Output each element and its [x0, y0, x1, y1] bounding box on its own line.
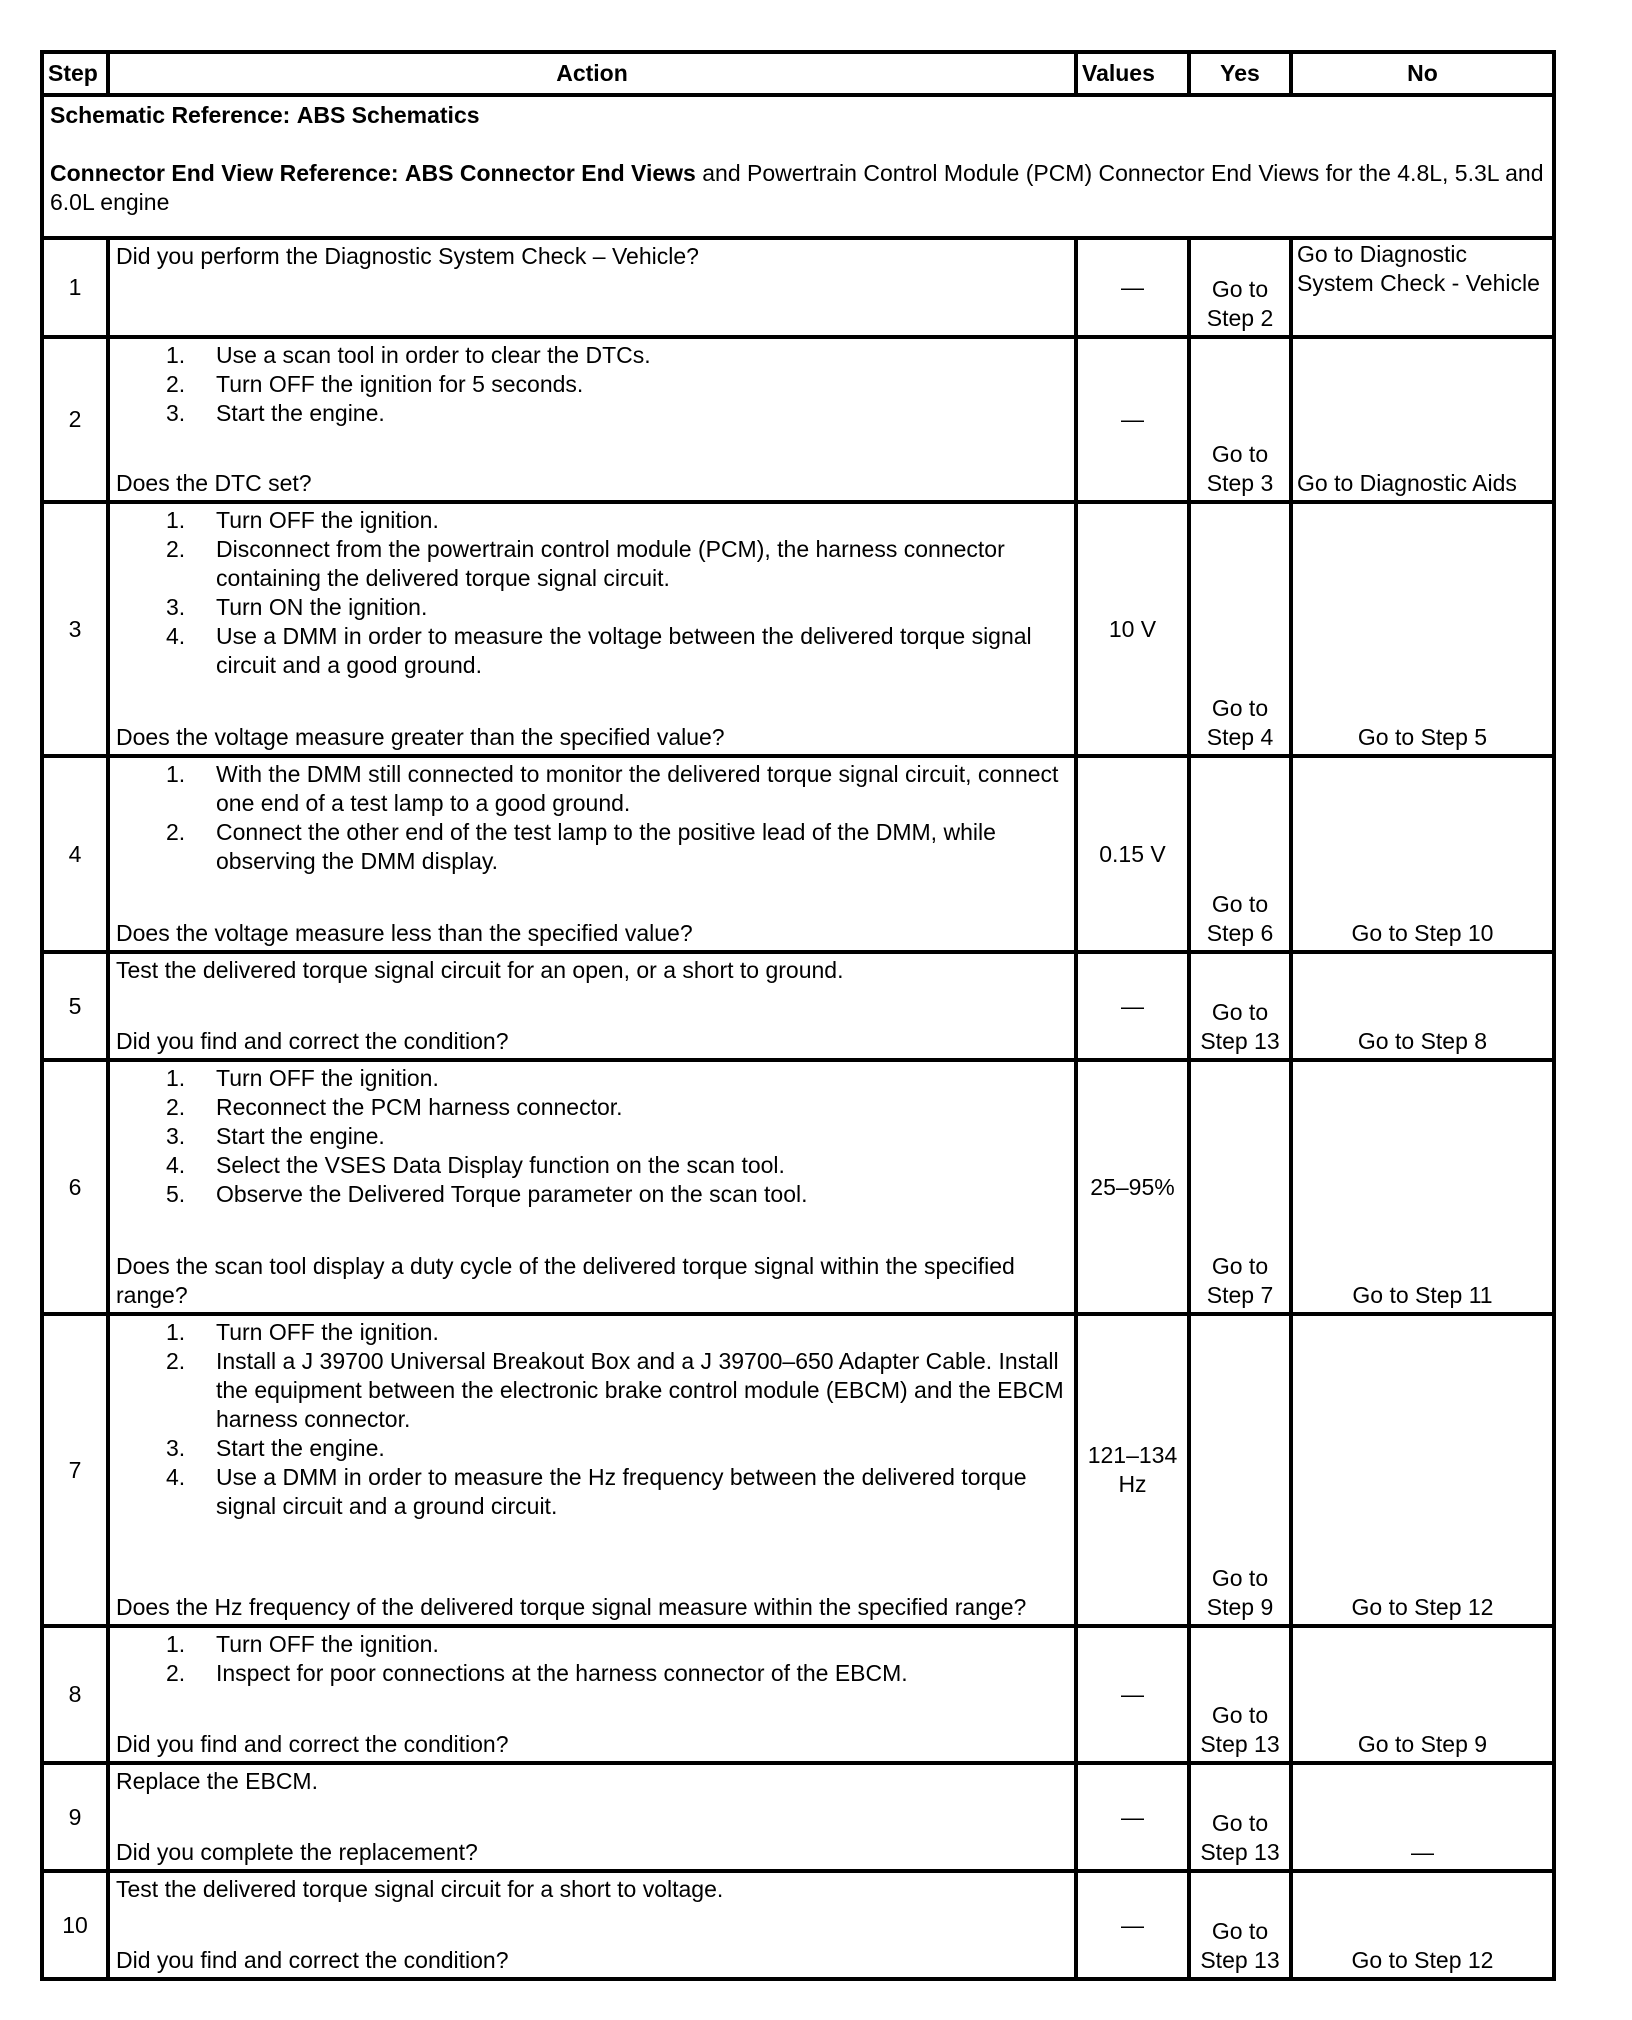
no-link[interactable]: Go to Step 8: [1357, 1028, 1488, 1054]
action-question: Does the DTC set?: [116, 470, 312, 496]
schematic-reference-link[interactable]: ABS Schematics: [296, 102, 480, 128]
action-step-item: [116, 1434, 1070, 1463]
action-cell: [108, 1871, 1076, 1979]
values-cell: —: [1076, 238, 1189, 337]
yes-cell[interactable]: [1189, 1314, 1291, 1626]
action-steps-list: [116, 1630, 1070, 1688]
no-link[interactable]: Go to Step 11: [1352, 1282, 1493, 1308]
action-step-text: Start the engine.: [216, 1123, 385, 1149]
yes-link[interactable]: Go to Step 2: [1206, 276, 1274, 331]
action-step-item: [116, 1318, 1070, 1347]
action-step-text: Use a DMM in order to measure the voltage between the delivered torque signal circuit and a good ground.: [216, 623, 1032, 678]
action-step-text: Turn OFF the ignition.: [216, 1631, 439, 1657]
action-step-number: 2.: [166, 536, 186, 562]
no-link[interactable]: Go to Step 12: [1351, 1594, 1494, 1620]
values-cell: —: [1076, 337, 1189, 502]
no-cell[interactable]: [1291, 952, 1554, 1060]
connector-reference: [50, 159, 1546, 217]
step-number: 8: [42, 1626, 108, 1763]
action-step-number: 4.: [166, 1152, 186, 1178]
table-row: [42, 952, 1554, 1060]
action-question: Did you find and correct the condition?: [116, 1947, 509, 1973]
action-step-item: [116, 622, 1070, 680]
step-number: 3: [42, 502, 108, 756]
action-step-number: 1.: [166, 1065, 186, 1091]
yes-cell[interactable]: [1189, 502, 1291, 756]
action-cell: [108, 238, 1076, 337]
action-step-text: Turn OFF the ignition for 5 seconds.: [216, 371, 584, 397]
no-link[interactable]: Go to Diagnostic System Check - Vehicle: [1297, 241, 1540, 296]
yes-link[interactable]: Go to Step 6: [1206, 891, 1274, 946]
action-step-text: Connect the other end of the test lamp to the positive lead of the DMM, while observing the DMM display.: [216, 819, 996, 874]
action-cell: [108, 502, 1076, 756]
no-cell[interactable]: [1291, 1060, 1554, 1314]
action-steps-list: [116, 760, 1070, 876]
yes-link[interactable]: Go to Step 3: [1206, 441, 1274, 496]
connector-reference-and: and: [702, 160, 741, 186]
yes-cell[interactable]: [1189, 1763, 1291, 1871]
values-cell: —: [1076, 1871, 1189, 1979]
values-cell: —: [1076, 1626, 1189, 1763]
schematic-reference-label: Schematic Reference:: [50, 102, 291, 128]
action-step-number: 2.: [166, 1660, 186, 1686]
action-step-text: Install a J 39700 Universal Breakout Box and a J 39700–650 Adapter Cable. Install the equipment between the electronic brake control module (EBCM) and the EBCM harness connector.: [216, 1348, 1064, 1432]
action-step-text: Turn OFF the ignition.: [216, 1065, 439, 1091]
no-cell[interactable]: [1291, 1871, 1554, 1979]
action-step-text: Reconnect the PCM harness connector.: [216, 1094, 623, 1120]
table-row: [42, 337, 1554, 502]
action-step-item: [116, 535, 1070, 593]
no-link[interactable]: —: [1411, 1839, 1434, 1865]
action-cell: [108, 1060, 1076, 1314]
action-steps-list: [116, 341, 1070, 428]
yes-cell[interactable]: [1189, 1060, 1291, 1314]
table-row: [42, 502, 1554, 756]
header-yes: Yes: [1189, 52, 1291, 95]
action-cell: [108, 1763, 1076, 1871]
action-step-item: [116, 818, 1070, 876]
action-question: Does the voltage measure less than the specified value?: [116, 920, 693, 946]
step-number: 2: [42, 337, 108, 502]
no-cell[interactable]: [1291, 238, 1554, 337]
action-step-item: [116, 1463, 1070, 1521]
connector-reference-link-pcm[interactable]: Powertrain Control Module (PCM) Connector End Views for the 4.8L, 5.3L and 6.0L engine: [50, 160, 1544, 215]
action-step-item: [116, 1151, 1070, 1180]
connector-reference-label: Connector End View Reference:: [50, 160, 399, 186]
action-step-number: 3.: [166, 400, 186, 426]
step-number: 7: [42, 1314, 108, 1626]
action-step-item: [116, 1093, 1070, 1122]
action-step-item: [116, 506, 1070, 535]
action-step-text: Start the engine.: [216, 400, 385, 426]
no-cell[interactable]: [1291, 756, 1554, 952]
action-step-number: 1.: [166, 1631, 186, 1657]
no-cell[interactable]: [1291, 1314, 1554, 1626]
action-step-number: 2.: [166, 1348, 186, 1374]
header-row: [42, 52, 1554, 95]
action-steps-list: [116, 506, 1070, 680]
yes-cell[interactable]: [1189, 756, 1291, 952]
yes-cell[interactable]: [1189, 238, 1291, 337]
table-row: [42, 1763, 1554, 1871]
action-step-item: [116, 370, 1070, 399]
action-question: Does the Hz frequency of the delivered torque signal measure within the specified range?: [116, 1594, 1027, 1620]
action-step-number: 4.: [166, 1464, 186, 1490]
no-link[interactable]: Go to Step 12: [1351, 1947, 1494, 1973]
header-step: Step: [42, 52, 108, 95]
action-step-item: [116, 399, 1070, 428]
action-step-number: 2.: [166, 819, 186, 845]
yes-link[interactable]: Go to Step 13: [1200, 1810, 1280, 1865]
table-row: [42, 1871, 1554, 1979]
action-intro: Test the delivered torque signal circuit for an open, or a short to ground.: [116, 957, 844, 983]
step-number: 6: [42, 1060, 108, 1314]
action-step-item: [116, 341, 1070, 370]
yes-link[interactable]: Go to Step 13: [1200, 1702, 1280, 1757]
action-step-text: Use a scan tool in order to clear the DTCs.: [216, 342, 651, 368]
action-step-item: [116, 1659, 1070, 1688]
action-question: Does the scan tool display a duty cycle of the delivered torque signal within the specified range?: [116, 1253, 1015, 1308]
action-step-item: [116, 1180, 1070, 1209]
action-step-text: Disconnect from the powertrain control module (PCM), the harness connector containing the delivered torque signal circuit.: [216, 536, 1005, 591]
values-cell: 0.15 V: [1076, 756, 1189, 952]
step-number: 1: [42, 238, 108, 337]
action-cell: [108, 337, 1076, 502]
header-no: No: [1291, 52, 1554, 95]
yes-link[interactable]: Go to Step 13: [1200, 1918, 1280, 1973]
values-cell: 25–95%: [1076, 1060, 1189, 1314]
action-step-item: [116, 593, 1070, 622]
values-cell: —: [1076, 952, 1189, 1060]
reference-row: [42, 95, 1554, 238]
action-step-number: 1.: [166, 507, 186, 533]
action-step-number: 5.: [166, 1181, 186, 1207]
yes-link[interactable]: Go to Step 9: [1206, 1565, 1274, 1620]
action-step-number: 2.: [166, 1094, 186, 1120]
action-step-text: Start the engine.: [216, 1435, 385, 1461]
yes-link[interactable]: Go to Step 13: [1200, 999, 1280, 1054]
step-number: 4: [42, 756, 108, 952]
header-values: Values: [1076, 52, 1189, 95]
action-step-text: Observe the Delivered Torque parameter on the scan tool.: [216, 1181, 808, 1207]
action-step-number: 1.: [166, 1319, 186, 1345]
action-step-text: Inspect for poor connections at the harness connector of the EBCM.: [216, 1660, 908, 1686]
action-step-item: [116, 1630, 1070, 1659]
action-step-item: [116, 760, 1070, 818]
action-step-text: Turn ON the ignition.: [216, 594, 428, 620]
no-cell[interactable]: [1291, 502, 1554, 756]
action-cell: [108, 1314, 1076, 1626]
action-step-number: 3.: [166, 1123, 186, 1149]
action-step-text: Use a DMM in order to measure the Hz frequency between the delivered torque signal circuit and a ground circuit.: [216, 1464, 1027, 1519]
action-step-number: 2.: [166, 371, 186, 397]
step-number: 10: [42, 1871, 108, 1979]
yes-cell[interactable]: [1189, 952, 1291, 1060]
yes-link[interactable]: Go to Step 4: [1206, 695, 1274, 750]
yes-cell[interactable]: [1189, 1626, 1291, 1763]
schematic-reference: [50, 101, 1546, 130]
action-step-text: Turn OFF the ignition.: [216, 1319, 439, 1345]
values-cell: —: [1076, 1763, 1189, 1871]
action-step-number: 1.: [166, 761, 186, 787]
action-cell: [108, 756, 1076, 952]
action-question: Did you find and correct the condition?: [116, 1731, 509, 1757]
no-link[interactable]: Go to Step 9: [1357, 1731, 1488, 1757]
header-action: Action: [108, 52, 1076, 95]
no-cell[interactable]: [1291, 337, 1554, 502]
yes-cell[interactable]: [1189, 337, 1291, 502]
action-cell: [108, 952, 1076, 1060]
table-row: [42, 1314, 1554, 1626]
connector-reference-link-abs[interactable]: ABS Connector End Views: [404, 160, 696, 186]
action-step-item: [116, 1347, 1070, 1434]
action-question: Did you find and correct the condition?: [116, 1028, 509, 1054]
yes-link[interactable]: Go to Step 7: [1206, 1253, 1274, 1308]
action-step-text: Turn OFF the ignition.: [216, 507, 439, 533]
action-intro: Test the delivered torque signal circuit for a short to voltage.: [116, 1876, 724, 1902]
table-row: [42, 238, 1554, 337]
action-step-item: [116, 1064, 1070, 1093]
action-cell: [108, 1626, 1076, 1763]
no-cell[interactable]: [1291, 1763, 1554, 1871]
step-number: 5: [42, 952, 108, 1060]
no-link[interactable]: Go to Step 10: [1351, 920, 1494, 946]
action-step-number: 3.: [166, 1435, 186, 1461]
reference-cell: [42, 95, 1554, 238]
no-link[interactable]: Go to Diagnostic Aids: [1297, 470, 1517, 496]
action-intro: Did you perform the Diagnostic System Check – Vehicle?: [116, 243, 699, 269]
action-step-number: 1.: [166, 342, 186, 368]
table-row: [42, 756, 1554, 952]
table-row: [42, 1060, 1554, 1314]
action-question: Did you complete the replacement?: [116, 1839, 478, 1865]
action-steps-list: [116, 1064, 1070, 1209]
action-intro: Replace the EBCM.: [116, 1768, 318, 1794]
action-step-text: Select the VSES Data Display function on the scan tool.: [216, 1152, 785, 1178]
step-number: 9: [42, 1763, 108, 1871]
diagnostic-table: [40, 50, 1556, 1981]
action-step-number: 4.: [166, 623, 186, 649]
no-cell[interactable]: [1291, 1626, 1554, 1763]
action-step-text: With the DMM still connected to monitor the delivered torque signal circuit, connect one end of a test lamp to a good ground.: [216, 761, 1059, 816]
table-row: [42, 1626, 1554, 1763]
action-step-number: 3.: [166, 594, 186, 620]
no-link[interactable]: Go to Step 5: [1357, 724, 1488, 750]
values-cell: 10 V: [1076, 502, 1189, 756]
action-step-item: [116, 1122, 1070, 1151]
values-cell: 121–134 Hz: [1076, 1314, 1189, 1626]
action-steps-list: [116, 1318, 1070, 1521]
action-question: Does the voltage measure greater than the specified value?: [116, 724, 725, 750]
yes-cell[interactable]: [1189, 1871, 1291, 1979]
